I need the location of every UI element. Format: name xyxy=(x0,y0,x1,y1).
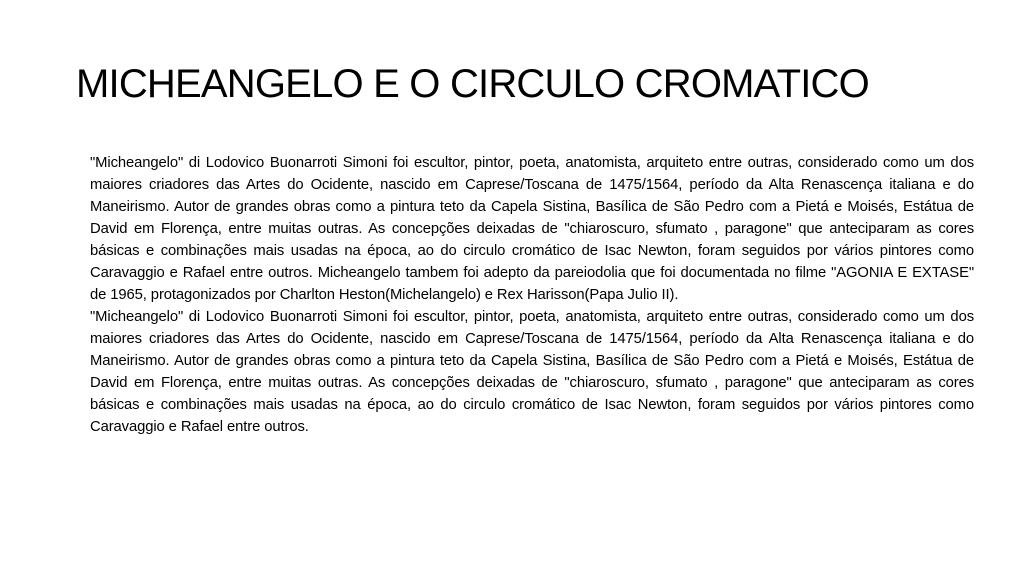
slide-title: MICHEANGELO E O CIRCULO CROMATICO xyxy=(76,62,869,106)
body-paragraph-2: "Micheangelo" di Lodovico Buonarroti Simoni foi escultor, pintor, poeta, anatomista, arquiteto entre outras, considerado como um dos maiores criadores das Artes do Ocidente, nascido em Caprese/Toscana de 1475/1564, período da Alta Renascença italiana e do Maneirismo. Autor de grandes obras como a pintura teto da Capela Sistina, Basílica de São Pedro com a Pietá e Moisés, Estátua de David em Florença, entre muitas outras. As concepções deixadas de "chiaroscuro, sfumato , paragone" que anteciparam as cores básicas e combinações mais usadas na época, ao do circulo cromático de Isac Newton, foram seguidos por vários pintores como Caravaggio e Rafael entre outros. xyxy=(90,309,974,435)
slide-body xyxy=(90,152,974,438)
body-paragraph-1: "Micheangelo" di Lodovico Buonarroti Simoni foi escultor, pintor, poeta, anatomista, arquiteto entre outras, considerado como um dos maiores criadores das Artes do Ocidente, nascido em Caprese/Toscana de 1475/1564, período da Alta Renascença italiana e do Maneirismo. Autor de grandes obras como a pintura teto da Capela Sistina, Basílica de São Pedro com a Pietá e Moisés, Estátua de David em Florença, entre muitas outras. As concepções deixadas de "chiaroscuro, sfumato , paragone" que anteciparam as cores básicas e combinações mais usadas na época, ao do circulo cromático de Isac Newton, foram seguidos por vários pintores como Caravaggio e Rafael entre outros. Micheangelo tambem foi adepto da pareiodolia que foi documentada no filme "AGONIA E EXTASE" de 1965, protagonizados por Charlton Heston(Michelangelo) e Rex Harisson(Papa Julio II). xyxy=(90,155,974,303)
